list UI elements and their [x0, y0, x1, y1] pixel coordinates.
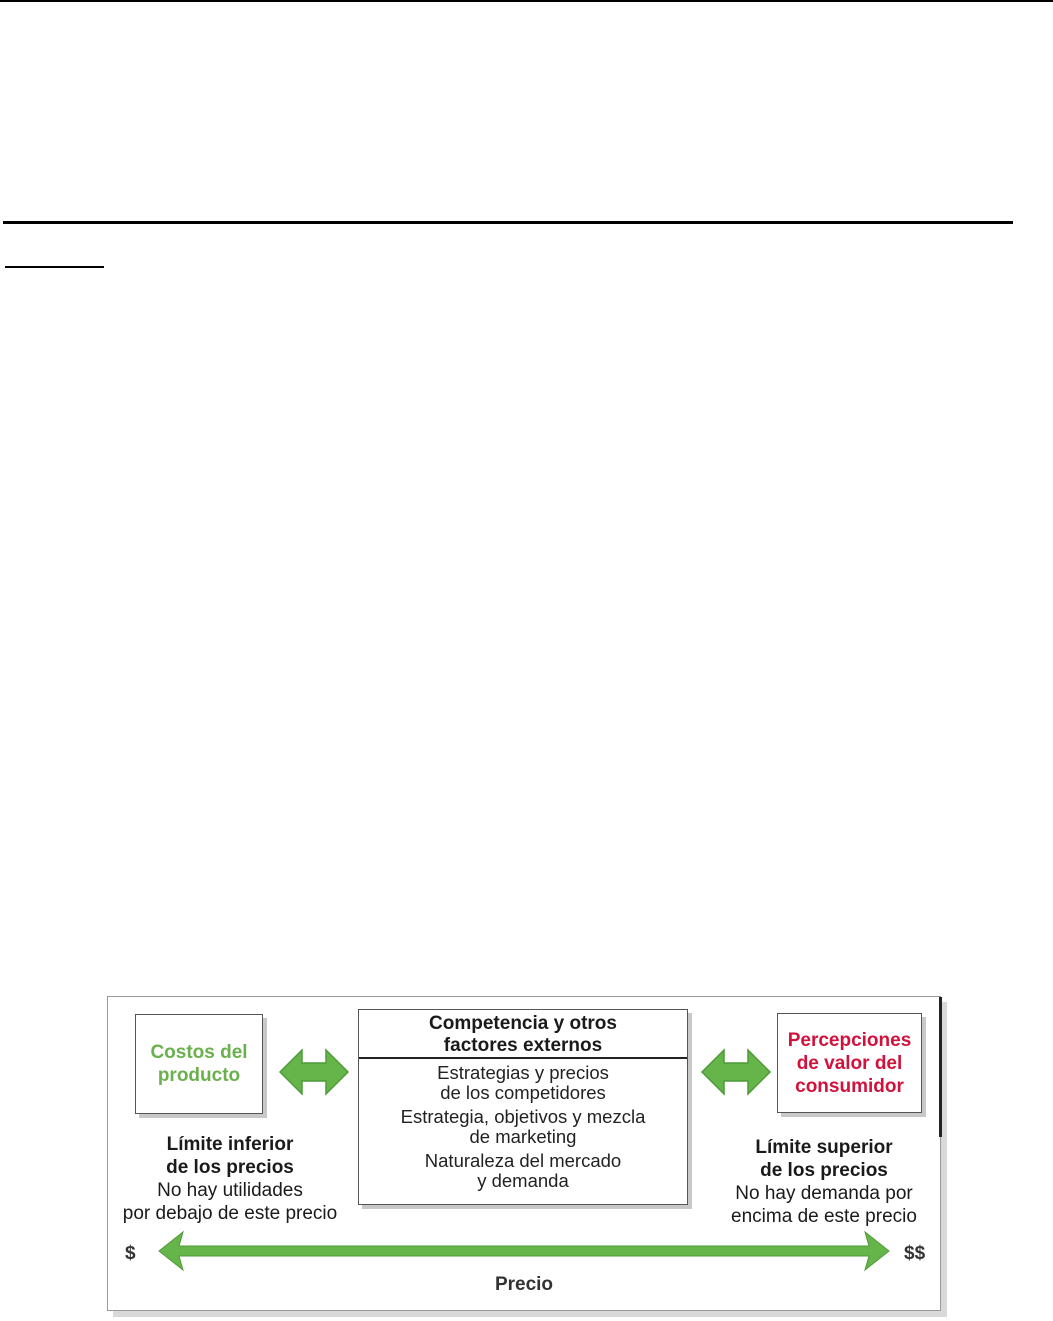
consumer-value-line3: consumidor [795, 1075, 904, 1097]
lower-limit-title-line2: de los precios [166, 1157, 294, 1178]
external-factors-box [358, 1009, 688, 1205]
factor-item-line1: Estrategia, objetivos y mezcla [400, 1106, 646, 1127]
upper-limit-text-line1: No hay demanda por [735, 1183, 913, 1204]
figure-edge-mark [939, 997, 942, 1137]
consumer-value-line2: de valor del [796, 1052, 903, 1074]
left-double-arrow-icon [278, 1047, 350, 1097]
consumer-value-box [777, 1013, 922, 1113]
external-factors-title-line2: factores externos [443, 1035, 603, 1056]
price-axis-label: Precio [494, 1274, 554, 1295]
product-costs-box [135, 1014, 263, 1114]
upper-limit-title-line1: Límite superior [755, 1137, 893, 1158]
pricing-factors-figure [107, 996, 941, 1311]
lower-limit-title-line1: Límite inferior [166, 1134, 294, 1155]
low-price-symbol: $ [125, 1243, 136, 1264]
lower-limit-caption [114, 1133, 346, 1225]
factor-item [359, 1107, 687, 1147]
consumer-value-line1: Percepciones [787, 1029, 912, 1051]
product-costs-line1: Costos del [150, 1042, 248, 1063]
product-costs-line2: producto [157, 1065, 241, 1086]
upper-limit-caption [720, 1136, 928, 1228]
factor-item-line1: Estrategias y precios [437, 1062, 609, 1083]
external-factors-title [359, 1010, 687, 1059]
lower-limit-text-line2: por debajo de este precio [122, 1203, 338, 1224]
upper-limit-title-line2: de los precios [760, 1160, 888, 1181]
lower-limit-text-line1: No hay utilidades [157, 1180, 303, 1201]
factor-item [359, 1151, 687, 1191]
high-price-symbol: $$ [904, 1243, 926, 1264]
right-double-arrow-icon [700, 1047, 772, 1097]
factor-item-line2: de marketing [469, 1126, 577, 1147]
upper-limit-text-line2: encima de este precio [731, 1206, 917, 1227]
factor-item-line2: y demanda [477, 1170, 569, 1191]
top-rule [0, 0, 1053, 2]
factor-item-line1: Naturaleza del mercado [424, 1150, 622, 1171]
short-underline [5, 266, 104, 268]
external-factors-title-line1: Competencia y otros [429, 1013, 617, 1034]
price-axis-arrow-icon [153, 1229, 895, 1273]
factor-item-line2: de los competidores [440, 1082, 606, 1103]
factor-item [359, 1063, 687, 1103]
section-rule [3, 221, 1013, 224]
